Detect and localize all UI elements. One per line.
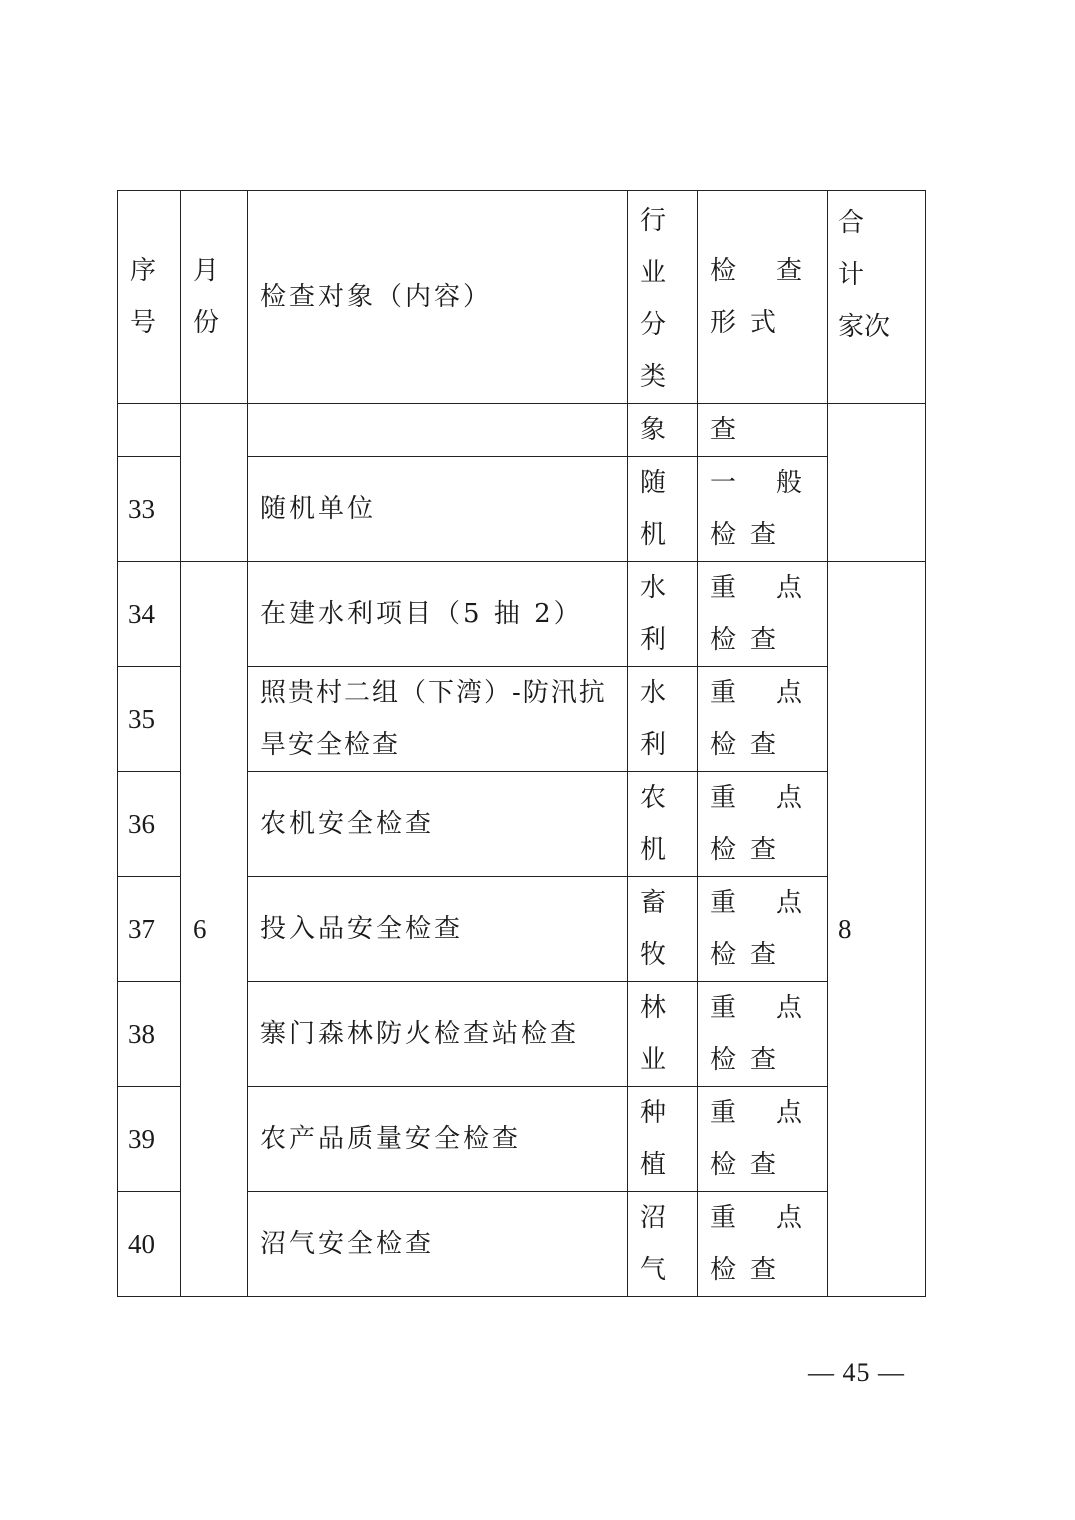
cell-total-group: 8 [828,562,926,1297]
table-row [118,562,926,667]
cell-seq: 40 [118,1192,181,1297]
cell-form: 查 [698,404,828,457]
header-total: 合计 家次 [828,191,926,404]
cell-category: 象 [628,404,698,457]
header-object: 检查对象（内容） [248,191,628,404]
header-seq: 序号 [118,191,181,404]
cell-category: 水利 [628,562,698,667]
header-category: 行业分类 [628,191,698,404]
cell-category: 种植 [628,1087,698,1192]
page-number: — 45 — [808,1358,905,1387]
cell-seq: 39 [118,1087,181,1192]
cell-category: 沼气 [628,1192,698,1297]
cell-object: 农产品质量安全检查 [248,1087,628,1192]
cell-month-group: 6 [181,562,248,1297]
cell-object: 在建水利项目（5 抽 2） [248,562,628,667]
cell-form: 重点检查 [698,562,828,667]
header-form: 检查形式 [698,191,828,404]
cell-form: 一般检查 [698,457,828,562]
cell-form: 重点检查 [698,982,828,1087]
cell-form: 重点检查 [698,772,828,877]
inspection-table [117,190,926,1297]
cell-object: 随机单位 [248,457,628,562]
cell-seq: 33 [118,457,181,562]
cell-object: 投入品安全检查 [248,877,628,982]
cell-form: 重点检查 [698,667,828,772]
cell-category: 畜牧 [628,877,698,982]
cell-object [248,404,628,457]
cell-category: 林业 [628,982,698,1087]
cell-object: 沼气安全检查 [248,1192,628,1297]
cell-seq: 34 [118,562,181,667]
cell-month [181,404,248,562]
cell-form: 重点检查 [698,877,828,982]
table-row [118,404,926,457]
cell-seq [118,404,181,457]
cell-form: 重点检查 [698,1192,828,1297]
cell-object: 寨门森林防火检查站检查 [248,982,628,1087]
table-header-row [118,191,926,404]
cell-total [828,404,926,562]
cell-seq: 36 [118,772,181,877]
cell-category: 随机 [628,457,698,562]
cell-form: 重点检查 [698,1087,828,1192]
cell-category: 农机 [628,772,698,877]
cell-object: 照贵村二组（下湾）-防汛抗旱安全检查 [248,667,628,772]
header-month: 月份 [181,191,248,404]
cell-category: 水利 [628,667,698,772]
cell-seq: 37 [118,877,181,982]
cell-seq: 38 [118,982,181,1087]
cell-seq: 35 [118,667,181,772]
cell-object: 农机安全检查 [248,772,628,877]
